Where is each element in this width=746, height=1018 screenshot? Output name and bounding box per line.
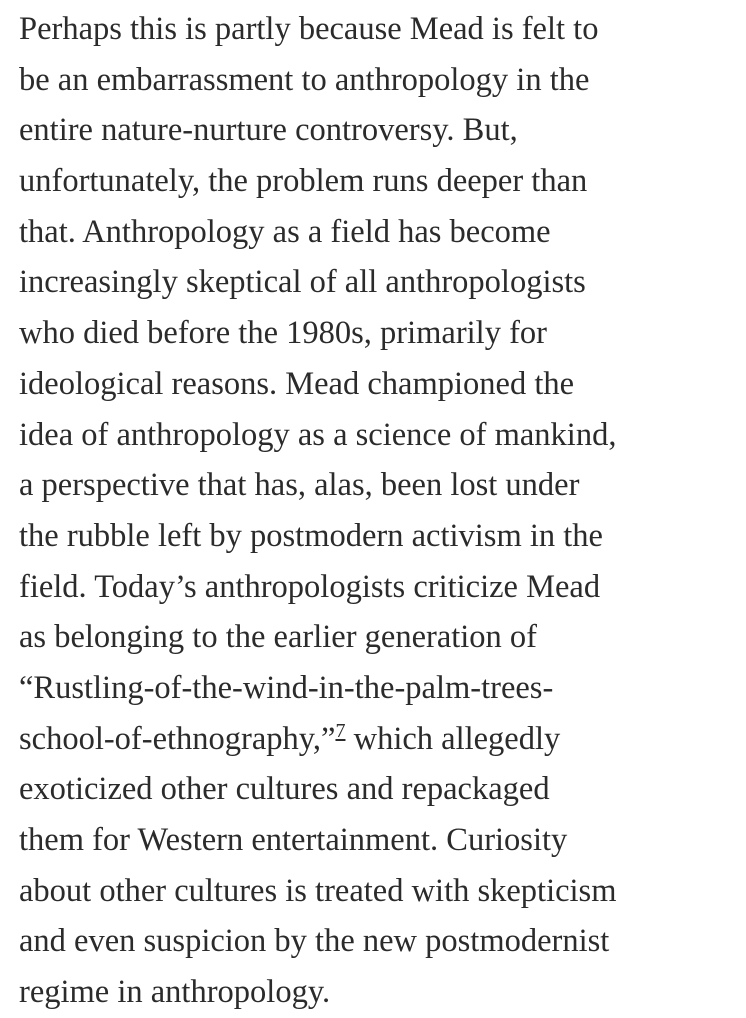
text-line: them for Western entertainment. Curiosity bbox=[19, 822, 568, 858]
text-line: about other cultures is treated with skepticism bbox=[19, 872, 617, 909]
text-line: exoticized other cultures and repackaged bbox=[19, 771, 550, 808]
text-line: idea of anthropology as a science of mankind, bbox=[19, 416, 617, 453]
text-line: field. Today’s anthropologists criticize Mead bbox=[19, 568, 601, 605]
text-line: as belonging to the earlier generation of bbox=[19, 619, 538, 656]
text-line: entire nature-nurture controversy. But, bbox=[19, 112, 518, 149]
text-line: regime in anthropology. bbox=[19, 974, 331, 1011]
text-line: be an embarrassment to anthropology in the bbox=[19, 61, 590, 98]
text-line: who died before the 1980s, primarily for bbox=[19, 315, 547, 352]
footnote-link[interactable]: 7 bbox=[335, 719, 346, 742]
text-line: ideological reasons. Mead championed the bbox=[19, 365, 575, 402]
text-line: “Rustling-of-the-wind-in-the-palm-trees- bbox=[19, 669, 554, 706]
text-segment: school-of-ethnography,” bbox=[19, 720, 336, 757]
article-paragraph bbox=[19, 4, 741, 1018]
text-line: Perhaps this is partly because Mead is felt to bbox=[19, 11, 599, 47]
text-line: a perspective that has, alas, been lost under bbox=[19, 467, 580, 504]
text-line: that. Anthropology as a field has become bbox=[19, 213, 551, 250]
text-line-with-footnote bbox=[19, 714, 741, 765]
text-line: unfortunately, the problem runs deeper than bbox=[19, 163, 588, 200]
text-line: the rubble left by postmodern activism in the bbox=[19, 517, 603, 554]
text-line: increasingly skeptical of all anthropologists bbox=[19, 264, 586, 301]
text-segment: which allegedly bbox=[345, 720, 561, 757]
text-line: and even suspicion by the new postmodernist bbox=[19, 923, 610, 960]
